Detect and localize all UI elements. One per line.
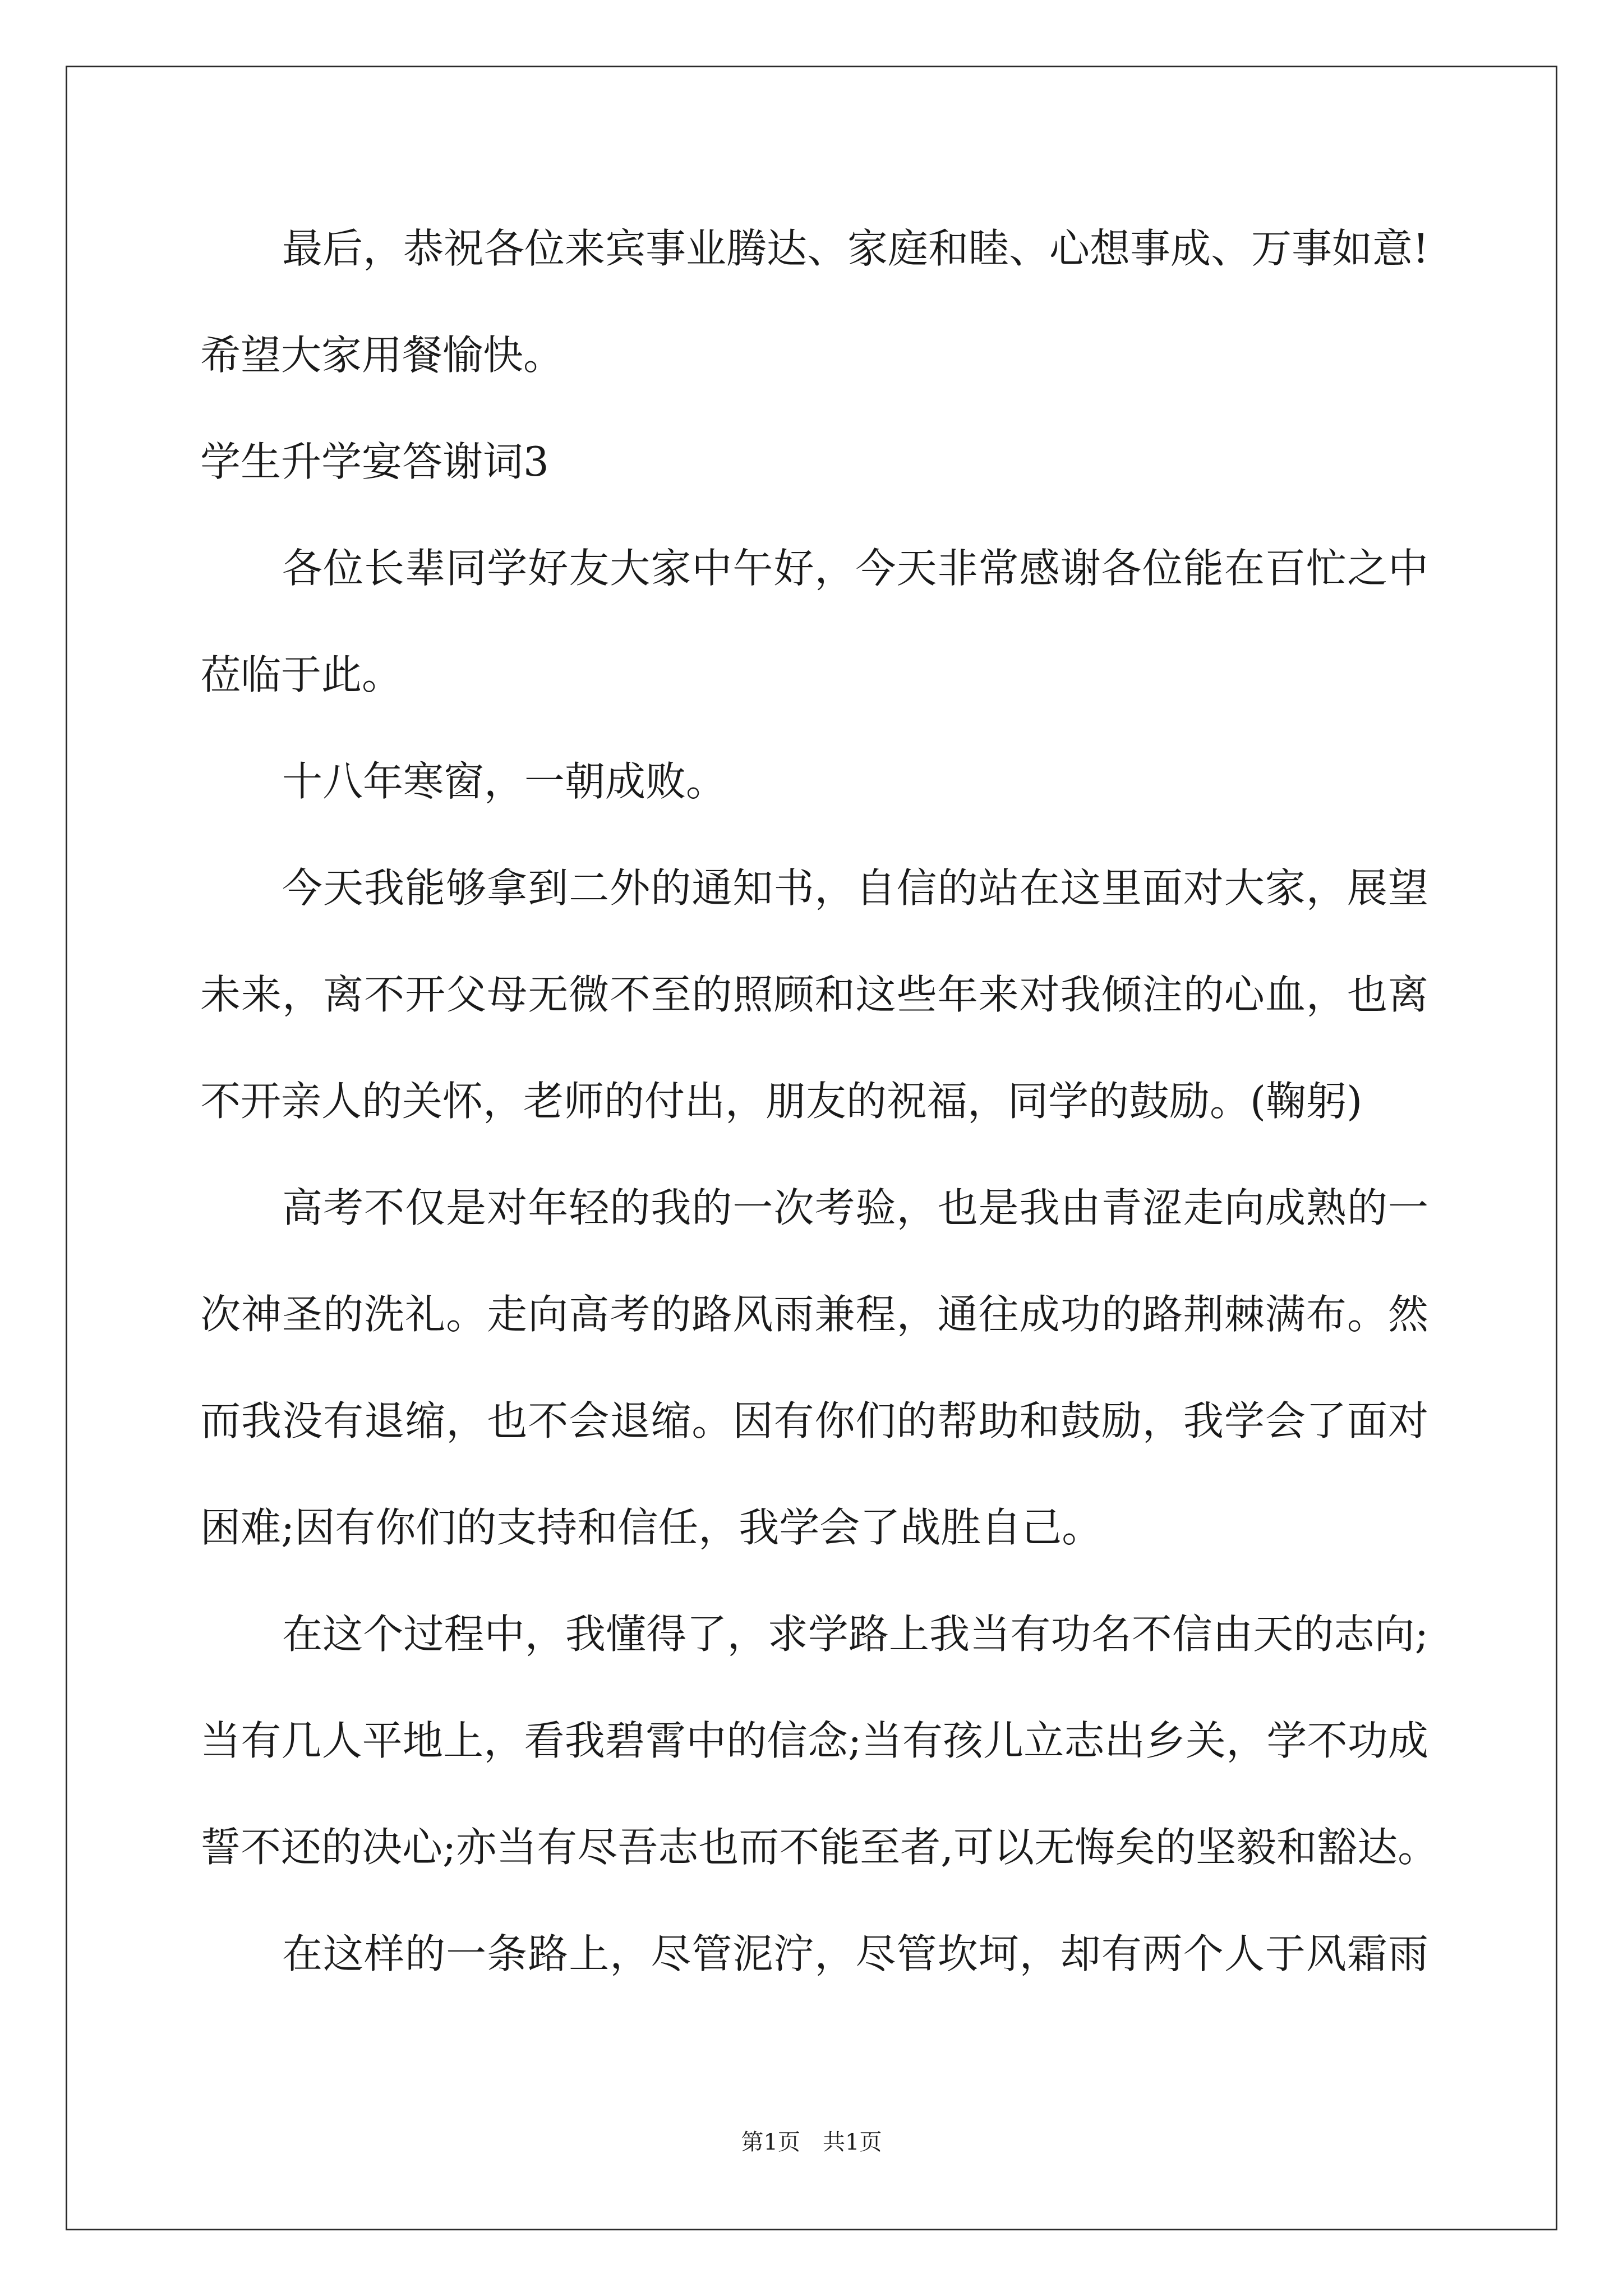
text-line: 在这个过程中，我懂得了，求学路上我当有功名不信由天的志向; <box>282 1611 1428 1658</box>
text-line: 十八年寒窗，一朝成败。 <box>282 758 727 805</box>
paragraph <box>200 515 1428 728</box>
text-line: 今天我能够拿到二外的通知书，自信的站在这里面对大家，展望 <box>282 864 1428 912</box>
heading-text: 学生升学宴答谢词3 <box>200 438 549 485</box>
document-body <box>200 195 1438 2007</box>
text-line: 高考不仅是对年轻的我的一次考验，也是我由青涩走向成熟的一 <box>282 1184 1428 1231</box>
paragraph <box>200 195 1428 408</box>
text-line: 希望大家用餐愉快。 <box>200 332 564 379</box>
text-line: 莅临于此。 <box>200 651 403 698</box>
paragraph <box>200 1901 1428 2007</box>
text-line: 次神圣的洗礼。走向高考的路风雨兼程，通往成功的路荆棘满布。然 <box>200 1291 1428 1338</box>
text-line: 最后，恭祝各位来宾事业腾达、家庭和睦、心想事成、万事如意! <box>282 225 1429 272</box>
text-line: 在这样的一条路上，尽管泥泞，尽管坎坷，却有两个人于风霜雨 <box>282 1930 1428 1977</box>
text-line: 誓不还的决心;亦当有尽吾志也而不能至者,可以无悔矣的坚毅和豁达。 <box>200 1824 1438 1871</box>
paragraph <box>200 728 1428 835</box>
text-line: 当有几人平地上，看我碧霄中的信念;当有孩儿立志出乡关，学不功成 <box>200 1717 1428 1764</box>
text-line: 未来，离不开父母无微不至的照顾和这些年来对我倾注的心血，也离 <box>200 971 1428 1018</box>
text-line: 不开亲人的关怀，老师的付出，朋友的祝福，同学的鼓励。(鞠躬) <box>200 1078 1363 1125</box>
paragraph <box>200 835 1428 1154</box>
section-heading <box>200 408 1428 515</box>
paragraph <box>200 1581 1438 1901</box>
paragraph <box>200 1154 1428 1581</box>
text-line: 而我没有退缩，也不会退缩。因有你们的帮助和鼓励，我学会了面对 <box>200 1397 1428 1444</box>
text-line: 困难;因有你们的支持和信任，我学会了战胜自己。 <box>200 1504 1103 1551</box>
page-footer: 第1页 共1页 <box>741 2129 882 2155</box>
text-line: 各位长辈同学好友大家中午好，今天非常感谢各位能在百忙之中 <box>282 545 1428 592</box>
